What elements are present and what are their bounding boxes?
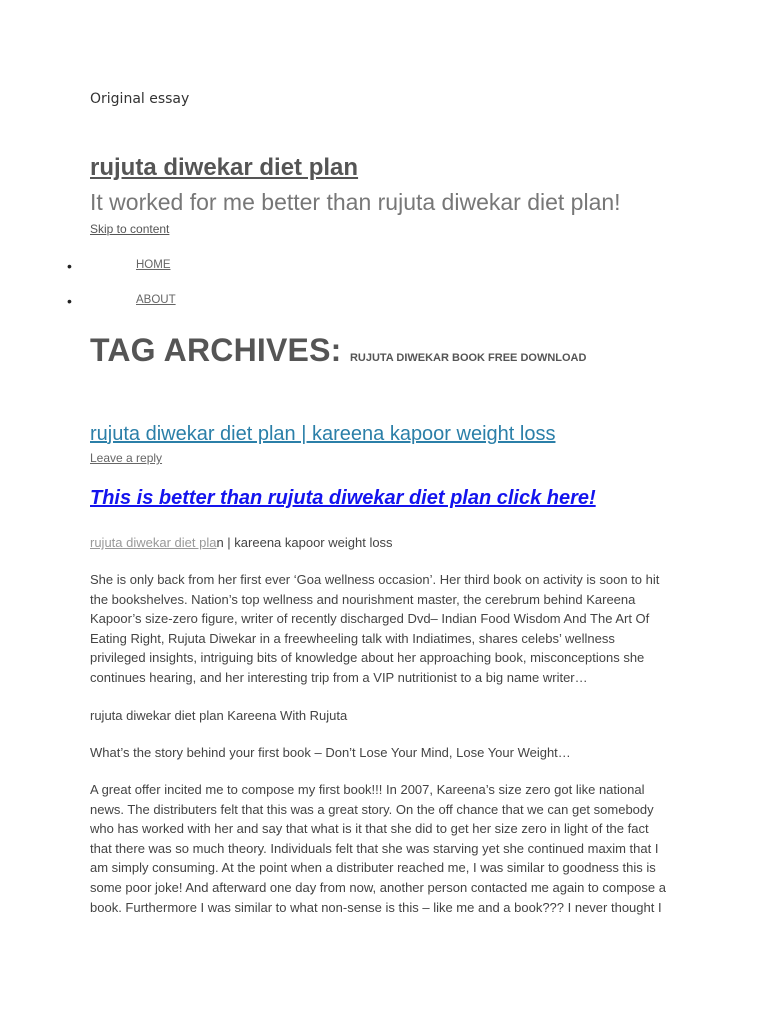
paragraph-line: who has worked with her and say that what is it that she did to get her size zero in light of the fact [90, 821, 649, 837]
paragraph-line: that there was so much theory. Individuals felt that she was starving yet she continued maxim that I [90, 840, 659, 856]
paragraph-line: What’s the story behind your first book – Don’t Lose Your Mind, Lose Your Weight… [90, 745, 571, 760]
skip-to-content-link[interactable]: Skip to content [90, 222, 170, 236]
paragraph-line: Kapoor’s size-zero figure, writer of recently discharged Dvd– Indian Food Wisdom And The Art Of [90, 611, 650, 627]
leave-reply-link[interactable]: Leave a reply [90, 451, 163, 465]
paragraph-line: the bookshelves. Nation’s top wellness and nourishment master, the cerebrum behind Kareena [90, 591, 636, 607]
paragraph-line: A great offer incited me to compose my first book!!! In 2007, Kareena’s size zero got like national [90, 782, 645, 797]
nav-link-home[interactable]: HOME [136, 259, 171, 271]
nav-item-home [0, 256, 400, 276]
subline-link[interactable]: rujuta diwekar diet pla [90, 535, 217, 550]
nav-link-about[interactable]: ABOUT [136, 294, 176, 306]
archive-tag: RUJUTA DIWEKAR BOOK FREE DOWNLOAD [349, 352, 587, 364]
paragraph-line: am simply consuming. At the point when a distributer reached me, I was similar to goodness this is [90, 860, 656, 876]
paragraph-question [90, 743, 680, 763]
paragraph-line: news. The distributers felt that this was a great story. On the off chance that we can get somebody [90, 801, 654, 817]
archive-heading [90, 332, 586, 369]
nav-item-about [0, 291, 400, 311]
paragraph-line: some poor joke! And afterward one day from now, another person contacted me again to compose a [90, 879, 666, 895]
post-subline [90, 535, 393, 550]
paragraph-line: privileged insights, intriguing bits of knowledge about her approaching book, misconceptions she [90, 650, 645, 666]
site-description: It worked for me better than rujuta diwekar diet plan! [90, 189, 621, 215]
paragraph-line: continues hearing, and her interesting trip from a VIP nutritionist to a big name writer… [90, 669, 588, 685]
paragraph-line: rujuta diwekar diet plan Kareena With Rujuta [90, 708, 348, 723]
archive-prefix: TAG ARCHIVES: [90, 332, 342, 368]
bullet-icon: • [67, 258, 72, 274]
paragraph-line: She is only back from her first ever ‘Goa wellness occasion’. Her third book on activity is soon to hit [90, 572, 660, 587]
promo-link[interactable]: This is better than rujuta diwekar diet plan click here! [90, 487, 596, 509]
paragraph-caption [90, 706, 680, 726]
site-title-link[interactable]: rujuta diwekar diet plan [90, 154, 359, 181]
paragraph-line: book. Furthermore I was similar to what non-sense is this – like me and a book??? I never thought I [90, 899, 662, 915]
post-title-link[interactable]: rujuta diwekar diet plan | kareena kapoor weight loss [90, 423, 556, 445]
subline-text: n | kareena kapoor weight loss [216, 535, 393, 550]
top-label: Original essay [90, 91, 190, 107]
paragraph-answer [90, 780, 680, 917]
bullet-icon: • [67, 293, 72, 309]
paragraph-intro [90, 570, 680, 688]
paragraph-line: Eating Right, Rujuta Diwekar in a freewheeling talk with Indiatimes, shares celebs’ wellness [90, 630, 615, 646]
